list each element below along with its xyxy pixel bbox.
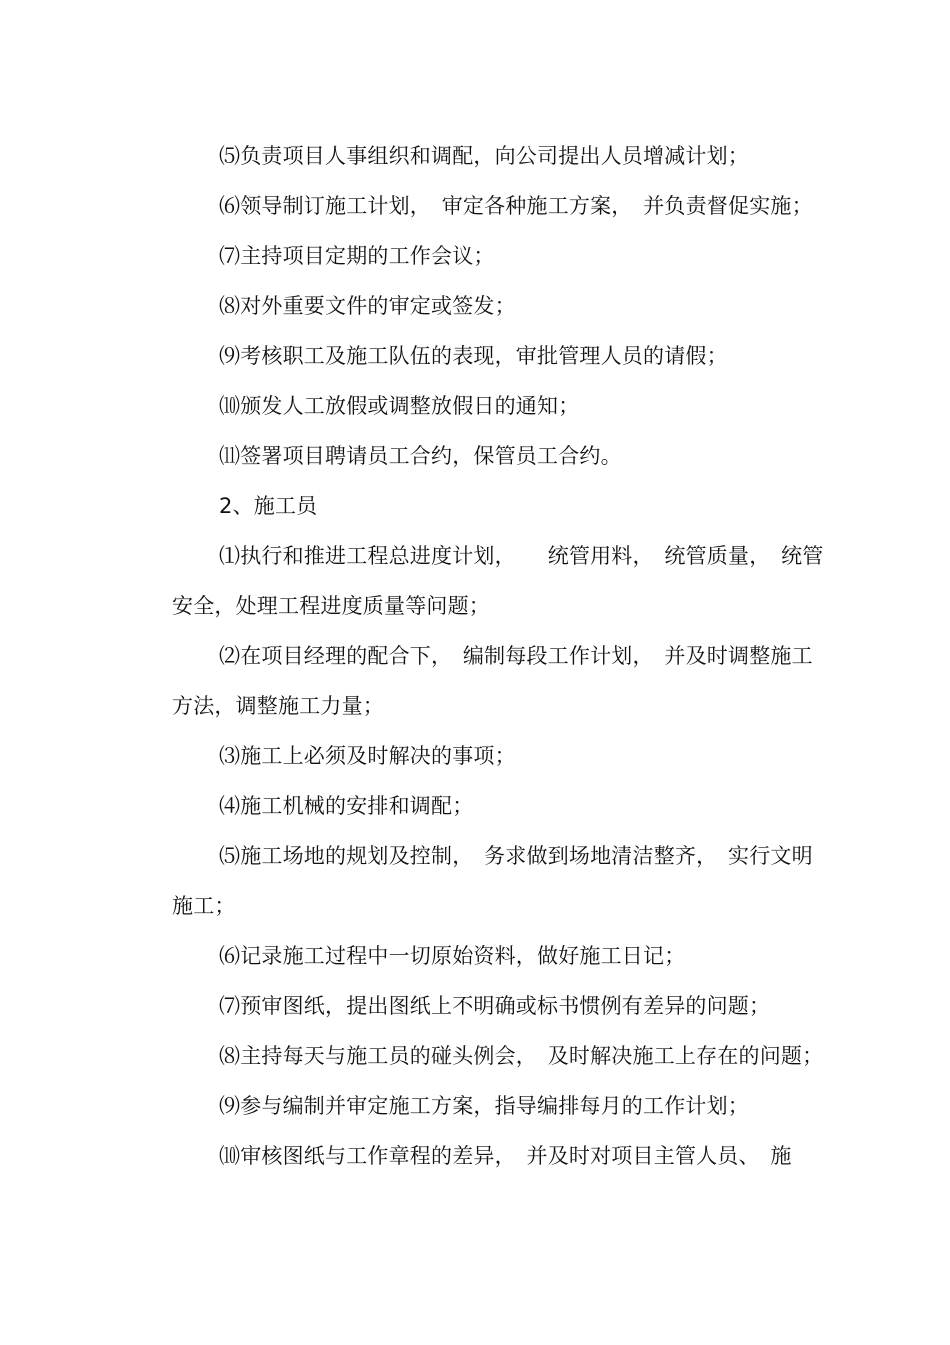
paragraph: ⑽颁发人工放假或调整放假日的通知；	[219, 394, 580, 418]
paragraph: ⑵在项目经理的配合下， 编制每段工作计划， 并及时调整施工方法，调整施工力量；	[172, 644, 813, 718]
paragraph: ⑴执行和推进工程总进度计划， 统管用料， 统管质量， 统管安全，处理工程进度质量等问题；	[172, 544, 824, 618]
paragraph: ⑹领导制订施工计划， 审定各种施工方案， 并负责督促实施；	[219, 194, 813, 218]
paragraph: ⑼参与编制并审定施工方案，指导编排每月的工作计划；	[219, 1094, 749, 1118]
paragraph: ⑹记录施工过程中一切原始资料，做好施工日记；	[219, 944, 686, 968]
section-heading: 2、施工员	[219, 494, 318, 518]
paragraph: ⑽审核图纸与工作章程的差异， 并及时对项目主管人员、 施	[219, 1144, 792, 1168]
paragraph: ⑻对外重要文件的审定或签发；	[219, 294, 516, 318]
paragraph: ⑶施工上必须及时解决的事项；	[219, 744, 516, 768]
document-body	[172, 131, 832, 1181]
paragraph: ⑸负责项目人事组织和调配，向公司提出人员增减计划；	[219, 144, 749, 168]
paragraph: ⑻主持每天与施工员的碰头例会， 及时解决施工上存在的问题；	[219, 1044, 824, 1068]
paragraph: ⑼考核职工及施工队伍的表现，审批管理人员的请假；	[219, 344, 728, 368]
paragraph: ⑺主持项目定期的工作会议；	[219, 244, 495, 268]
paragraph: ⑸施工场地的规划及控制， 务求做到场地清洁整齐， 实行文明施工；	[172, 844, 813, 918]
paragraph: ⑾签署项目聘请员工合约，保管员工合约。	[219, 444, 622, 468]
paragraph: ⑺预审图纸，提出图纸上不明确或标书惯例有差异的问题；	[219, 994, 771, 1018]
paragraph: ⑷施工机械的安排和调配；	[219, 794, 474, 818]
